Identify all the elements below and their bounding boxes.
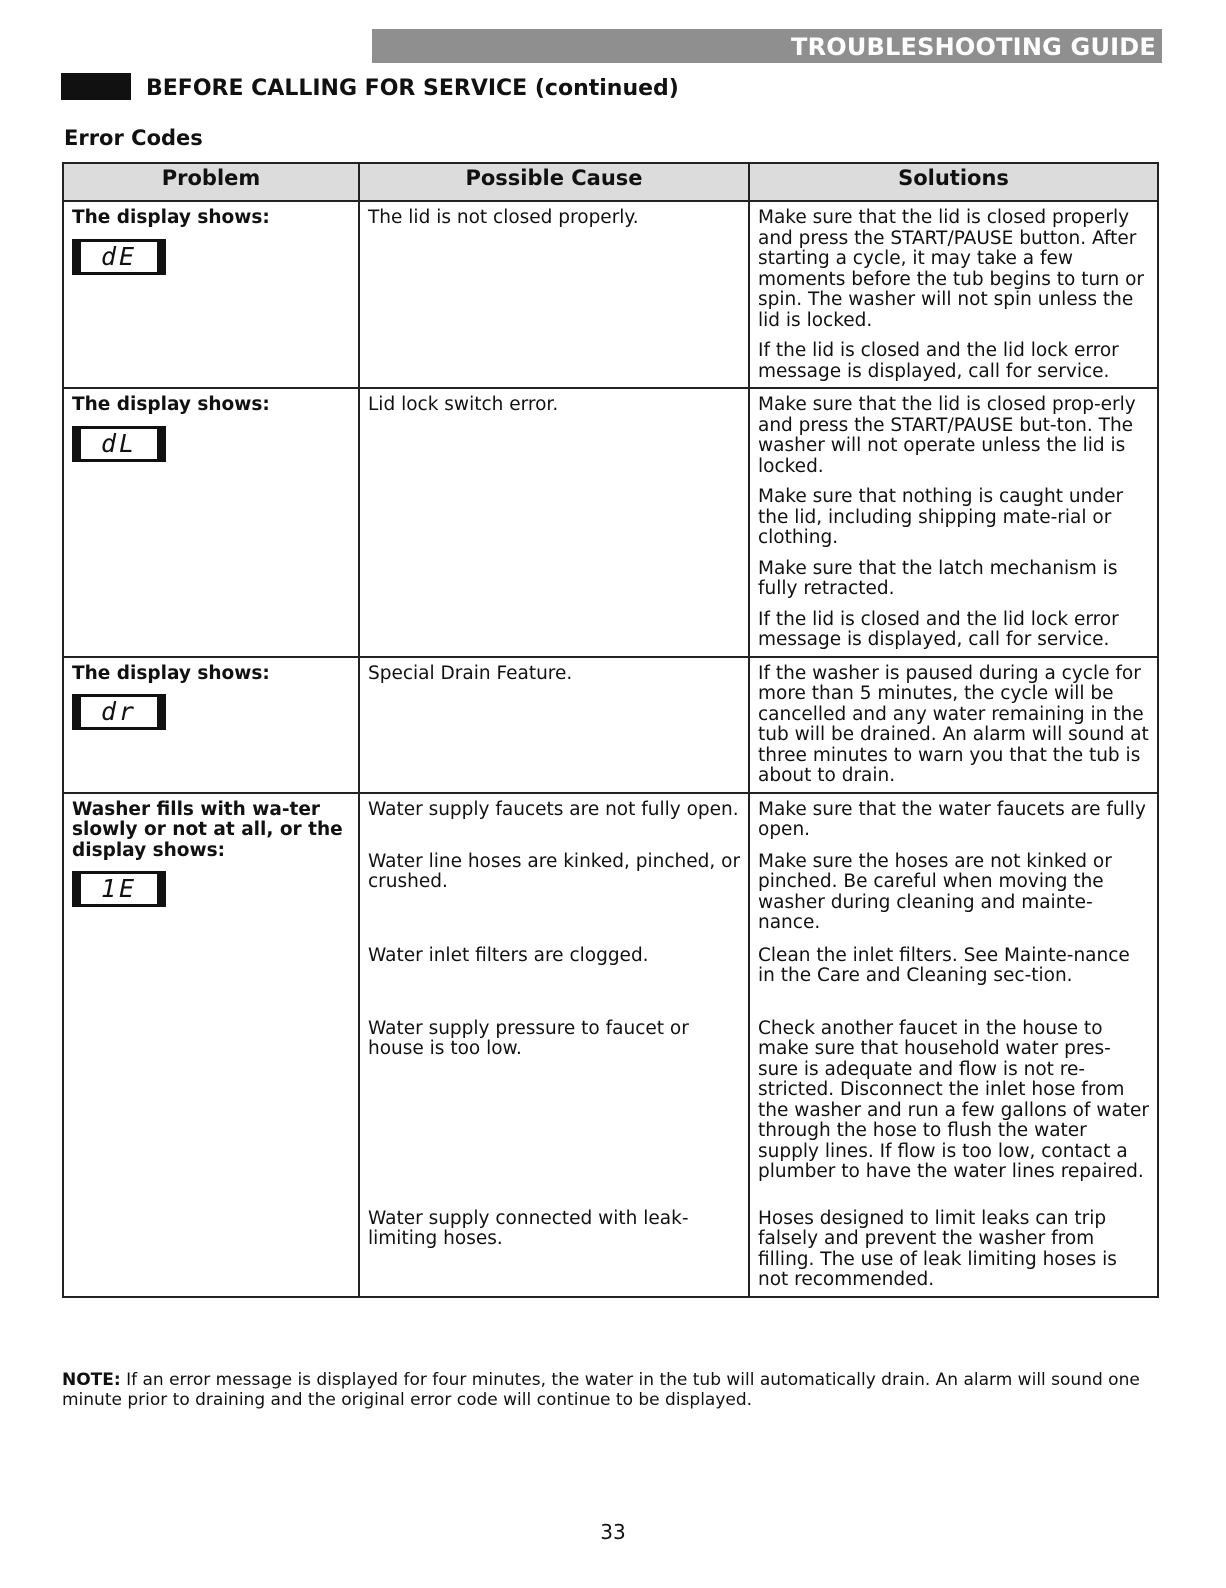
cause-cell — [359, 201, 749, 388]
sub-title: Error Codes — [64, 126, 203, 150]
cause-text: Water inlet filters are clogged. — [368, 944, 649, 966]
solution-cell — [749, 201, 1158, 388]
solution-text: Make sure that nothing is caught under the lid, including shipping mate-rial or clothing. — [758, 486, 1124, 548]
section-banner: TROUBLESHOOTING GUIDE — [372, 29, 1162, 63]
section-marker — [61, 73, 131, 100]
note-label: NOTE: — [62, 1370, 121, 1390]
cause-cell — [359, 388, 749, 657]
solution-text: Check another faucet in the house to make sure that household water pres-sure is adequate and flow is not re-stricted. Disconnect the inlet hose from the washer and run a few gallons of water through the hose to flush the water supply lines. If flow is too low, contact a plumber to have the water lines repaired. — [758, 1017, 1150, 1182]
solution-text: If the lid is closed and the lid lock error message is displayed, call for service. — [758, 608, 1119, 650]
cause-text: Special Drain Feature. — [368, 662, 573, 684]
table-row — [63, 793, 1158, 1297]
page-number: 33 — [600, 1520, 626, 1544]
solution-text: Make sure that the latch mechanism is fully retracted. — [758, 557, 1118, 599]
cause-text: Water line hoses are kinked, pinched, or crushed. — [368, 850, 741, 892]
display-code: dE — [72, 239, 166, 275]
problem-cell — [63, 793, 359, 1297]
problem-cell — [63, 657, 359, 793]
solution-text: Make sure that the lid is closed properly and press the START/PAUSE button. After starting a cycle, it may take a few moments before the tub begins to turn or spin. The washer will not spin unless the lid is locked. — [758, 207, 1144, 331]
table-row — [63, 388, 1158, 657]
solution-cell — [749, 388, 1158, 657]
problem-text: The display shows: — [72, 662, 270, 684]
solution-text: Clean the inlet filters. See Mainte-nance in the Care and Cleaning sec-tion. — [758, 944, 1130, 986]
solution-cell — [749, 657, 1158, 793]
table-row — [63, 657, 1158, 793]
note — [62, 1370, 1157, 1410]
cause-text: Water supply faucets are not fully open. — [368, 798, 739, 820]
problem-cell — [63, 201, 359, 388]
table-row — [63, 201, 1158, 388]
solution-text: If the washer is paused during a cycle for more than 5 minutes, the cycle will be cancelled and any water remaining in the tub will be drained. An alarm will sound at three minutes to warn you that the tub is about to drain. — [758, 662, 1149, 786]
cause-text: Water supply pressure to faucet or house is too low. — [368, 1017, 689, 1059]
cause-text: The lid is not closed properly. — [368, 207, 639, 228]
problem-text: The display shows: — [72, 207, 270, 228]
problem-cell — [63, 388, 359, 657]
section-title: BEFORE CALLING FOR SERVICE (continued) — [146, 76, 679, 101]
problem-text: The display shows: — [72, 394, 270, 415]
header-cause: Possible Cause — [359, 163, 749, 201]
display-code: dL — [72, 426, 166, 462]
header-problem: Problem — [63, 163, 359, 201]
solution-text: Make sure that the water faucets are fully open. — [758, 798, 1146, 840]
note-text: If an error message is displayed for four minutes, the water in the tub will automatically drain. An alarm will sound one minute prior to draining and the original error code will continue to be displayed. — [62, 1370, 1140, 1410]
solution-cell — [749, 793, 1158, 1297]
solution-text: Make sure the hoses are not kinked or pinched. Be careful when moving the washer during cleaning and mainte-nance. — [758, 850, 1112, 933]
cause-cell — [359, 657, 749, 793]
header-solutions: Solutions — [749, 163, 1158, 201]
problem-text: Washer fills with wa-ter slowly or not at all, or the display shows: — [72, 798, 343, 861]
display-code: dr — [72, 694, 166, 730]
cause-text: Lid lock switch error. — [368, 394, 559, 415]
display-code: 1E — [72, 871, 166, 907]
solution-text: If the lid is closed and the lid lock error message is displayed, call for service. — [758, 340, 1119, 382]
solution-text: Hoses designed to limit leaks can trip falsely and prevent the washer from filling. The use of leak limiting hoses is not recommended. — [758, 1207, 1117, 1290]
cause-cell — [359, 793, 749, 1297]
cause-text: Water supply connected with leak-limiting hoses. — [368, 1207, 689, 1249]
table-header-row — [63, 163, 1158, 201]
error-codes-table — [62, 162, 1159, 1298]
solution-text: Make sure that the lid is closed prop-erly and press the START/PAUSE but-ton. The washer will not operate unless the lid is locked. — [758, 394, 1136, 477]
